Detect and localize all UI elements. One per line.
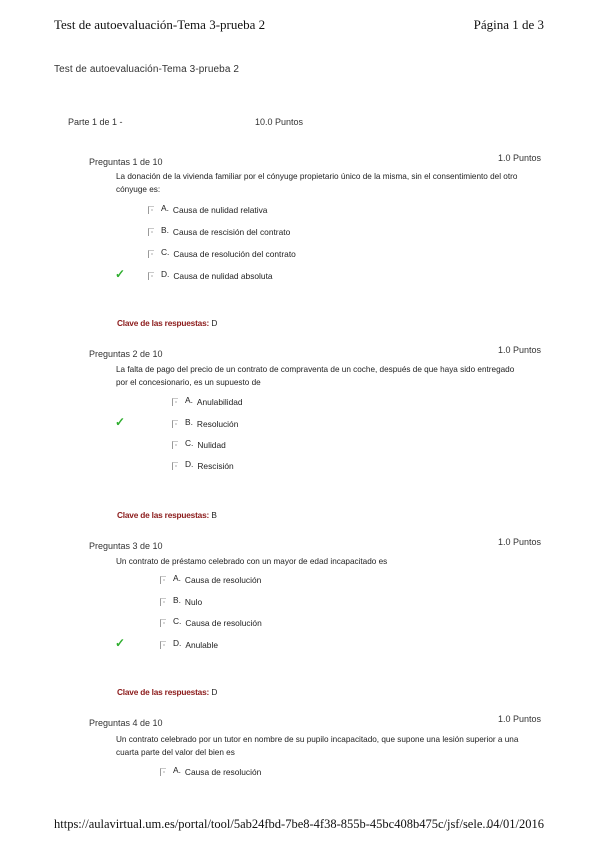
- option-label: Nulo: [184, 597, 203, 607]
- option-label: Causa de resolución: [185, 618, 262, 628]
- option-label: Causa de resolución del contrato: [173, 249, 296, 259]
- radio-icon[interactable]: [148, 206, 154, 214]
- question-3-header: Preguntas 3 de 10: [89, 541, 163, 551]
- question-1-option-a[interactable]: [148, 205, 267, 215]
- question-3-points: 1.0 Puntos: [497, 537, 541, 547]
- page-title: Test de autoevaluación-Tema 3-prueba 2: [54, 64, 240, 75]
- question-2-option-c[interactable]: [172, 440, 226, 450]
- answer-key-value: D: [211, 687, 218, 697]
- option-letter: D.: [161, 269, 170, 279]
- correct-check-icon: ✓: [115, 267, 126, 281]
- question-1-text: La donación de la vivienda familiar por el cónyuge propietario único de la misma, sin el consentimiento del otro cónyuge es:: [116, 172, 518, 194]
- question-2-points: 1.0 Puntos: [497, 345, 541, 355]
- option-label: Anulable: [185, 640, 218, 650]
- answer-key-label: Clave de las respuestas:: [117, 318, 210, 328]
- question-3-text: Un contrato de préstamo celebrado con un mayor de edad incapacitado es: [116, 557, 388, 566]
- question-1-option-b[interactable]: [148, 227, 290, 237]
- print-header-title: Test de autoevaluación-Tema 3-prueba 2: [54, 17, 266, 32]
- option-label: Causa de resolución: [184, 575, 262, 585]
- option-label: Causa de nulidad relativa: [172, 205, 268, 215]
- radio-icon[interactable]: [160, 619, 166, 627]
- answer-key-label: Clave de las respuestas:: [117, 510, 210, 520]
- radio-icon[interactable]: [148, 272, 154, 280]
- question-3-option-a[interactable]: [160, 575, 261, 585]
- option-letter: A.: [173, 573, 181, 583]
- correct-check-icon: ✓: [115, 636, 126, 650]
- option-label: Resolución: [196, 419, 239, 429]
- radio-icon[interactable]: [172, 462, 178, 470]
- question-3-option-d[interactable]: [160, 640, 218, 650]
- question-1-header: Preguntas 1 de 10: [89, 157, 163, 167]
- question-1-option-c[interactable]: [148, 249, 296, 259]
- radio-icon[interactable]: [160, 576, 166, 584]
- option-letter: C.: [185, 438, 194, 448]
- option-label: Causa de nulidad absoluta: [173, 271, 273, 281]
- option-letter: A.: [161, 203, 169, 213]
- question-3-option-b[interactable]: [160, 597, 202, 607]
- option-letter: D.: [173, 638, 182, 648]
- option-letter: C.: [161, 247, 170, 257]
- answer-key-value: D: [211, 318, 218, 328]
- question-2-option-d[interactable]: [172, 461, 234, 471]
- option-letter: D.: [185, 459, 194, 469]
- radio-icon[interactable]: [148, 250, 154, 258]
- option-letter: B.: [173, 595, 181, 605]
- option-letter: A.: [173, 765, 181, 775]
- question-2-option-a[interactable]: [172, 397, 243, 407]
- question-4-header: Preguntas 4 de 10: [89, 718, 163, 728]
- question-3-answer-key: [117, 687, 217, 697]
- question-1-points: 1.0 Puntos: [497, 153, 541, 163]
- option-letter: B.: [185, 417, 193, 427]
- question-2-answer-key: [117, 510, 217, 520]
- print-footer-date: 04/01/2016: [487, 817, 544, 831]
- radio-icon[interactable]: [160, 598, 166, 606]
- answer-key-value: B: [211, 510, 217, 520]
- question-2-header: Preguntas 2 de 10: [89, 349, 163, 359]
- answer-key-label: Clave de las respuestas:: [117, 687, 210, 697]
- radio-icon[interactable]: [160, 768, 166, 776]
- part-label: Parte 1 de 1 -: [68, 117, 123, 127]
- option-label: Rescisión: [197, 461, 234, 471]
- radio-icon[interactable]: [172, 441, 178, 449]
- option-letter: A.: [185, 395, 193, 405]
- option-label: Anulabilidad: [196, 397, 243, 407]
- correct-check-icon: ✓: [115, 415, 126, 429]
- question-4-text: Un contrato celebrado por un tutor en nombre de su pupilo incapacitado, que supone una lesión superior a una cuarta parte del valor del bien es: [116, 735, 519, 757]
- question-3-option-c[interactable]: [160, 618, 262, 628]
- part-points: 10.0 Puntos: [255, 117, 304, 127]
- print-footer-url: https://aulavirtual.um.es/portal/tool/5ab24fbd-7be8-4f38-855b-45bc408b475c/jsf/sele...: [54, 817, 492, 831]
- radio-icon[interactable]: [160, 641, 166, 649]
- question-1-answer-key: [117, 318, 217, 328]
- question-4-option-a[interactable]: [160, 767, 261, 777]
- option-label: Causa de resolución: [184, 767, 262, 777]
- radio-icon[interactable]: [148, 228, 154, 236]
- radio-icon[interactable]: [172, 398, 178, 406]
- question-2-text: La falta de pago del precio de un contrato de compraventa de un coche, después de que haya sido entregado por el concesionario, es un supuesto de: [116, 365, 515, 387]
- option-letter: C.: [173, 616, 182, 626]
- option-letter: B.: [161, 225, 169, 235]
- question-1-option-d[interactable]: [148, 271, 273, 281]
- radio-icon[interactable]: [172, 420, 178, 428]
- question-4-points: 1.0 Puntos: [497, 714, 541, 724]
- question-2-option-b[interactable]: [172, 419, 238, 429]
- option-label: Causa de rescisión del contrato: [172, 227, 291, 237]
- print-header-page: Página 1 de 3: [473, 17, 544, 32]
- option-label: Nulidad: [197, 440, 226, 450]
